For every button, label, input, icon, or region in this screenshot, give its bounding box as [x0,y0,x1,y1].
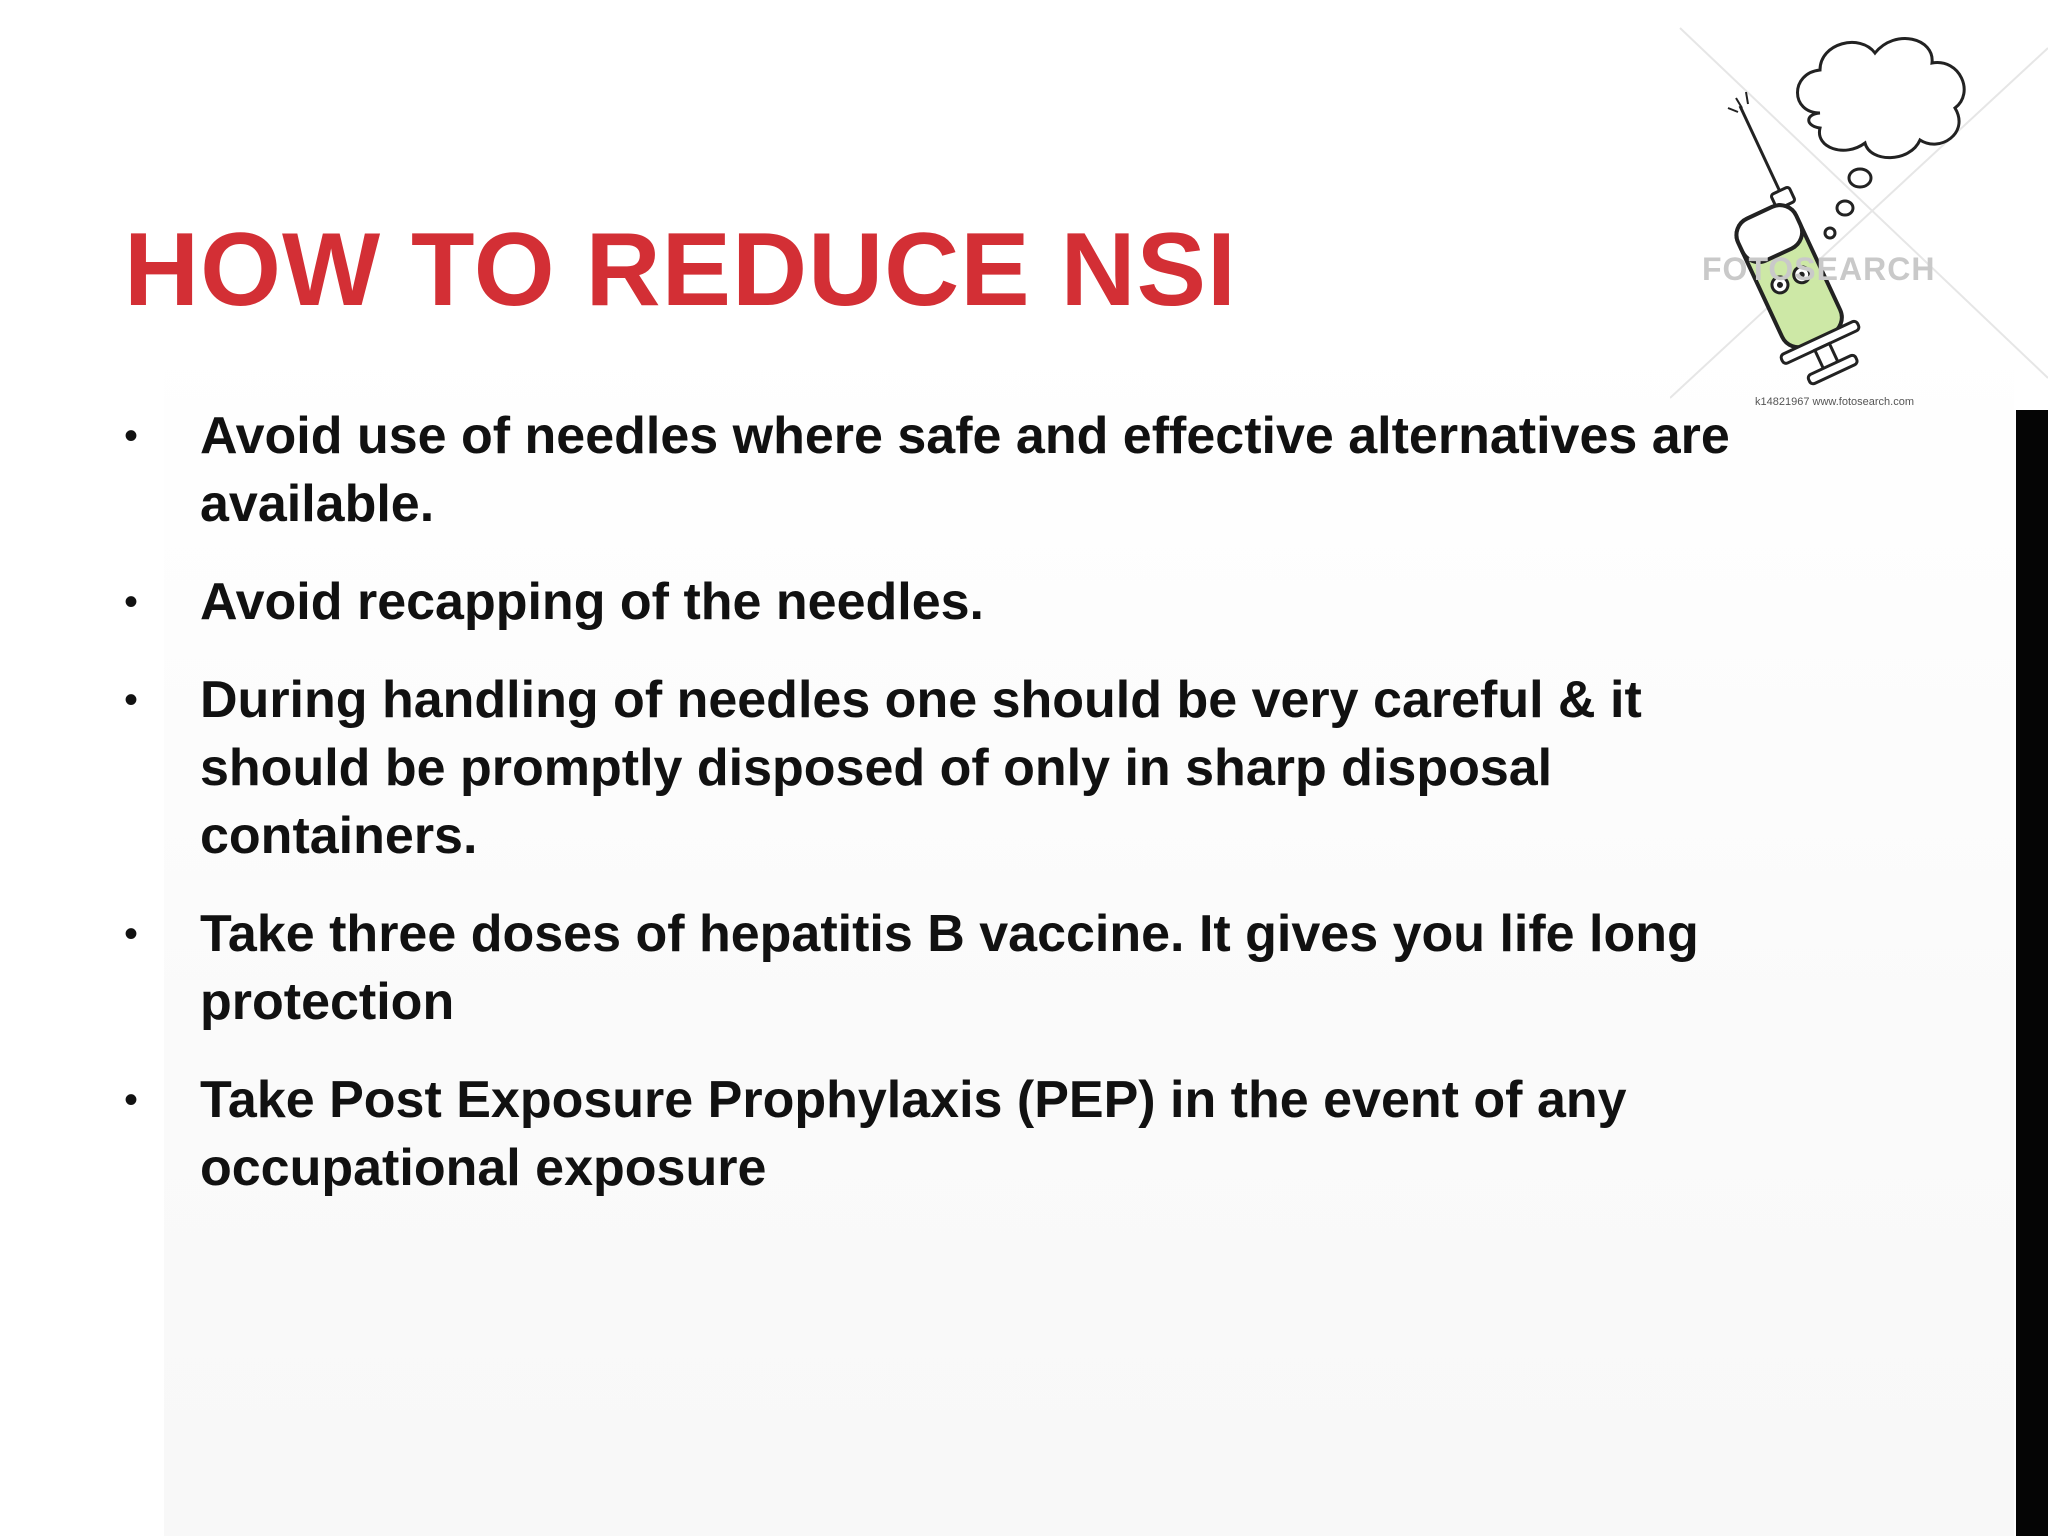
bullet-dot: • [124,414,139,458]
thought-cloud-icon [1798,39,1965,238]
bullet-list [124,402,1824,1232]
slide-title: HOW TO REDUCE NSI [124,212,1237,328]
image-caption: k14821967 www.fotosearch.com [1755,396,1914,408]
bullet-text: Avoid recapping of the needles. [200,573,984,631]
watermark-text: FOTOSEARCH [1702,251,1936,287]
bullet-dot: • [124,678,139,722]
bullet-item [124,900,1824,1036]
bullet-item [124,666,1824,870]
bullet-dot: • [124,1078,139,1122]
bullet-text: Avoid use of needles where safe and effective alternatives are available. [200,407,1730,533]
bullet-text: During handling of needles one should be very careful & it should be promptly disposed of only in sharp disposal containers. [200,671,1642,865]
right-edge-bar [2016,410,2048,1536]
bullet-item [124,402,1824,538]
bullet-dot: • [124,912,139,956]
bullet-item [124,568,1824,636]
bullet-dot: • [124,580,139,624]
bullet-item [124,1066,1824,1202]
bullet-text: Take Post Exposure Prophylaxis (PEP) in the event of any occupational exposure [200,1071,1627,1197]
bullet-text: Take three doses of hepatitis B vaccine. It gives you life long protection [200,905,1699,1031]
syringe-cartoon-icon [1670,18,2048,410]
